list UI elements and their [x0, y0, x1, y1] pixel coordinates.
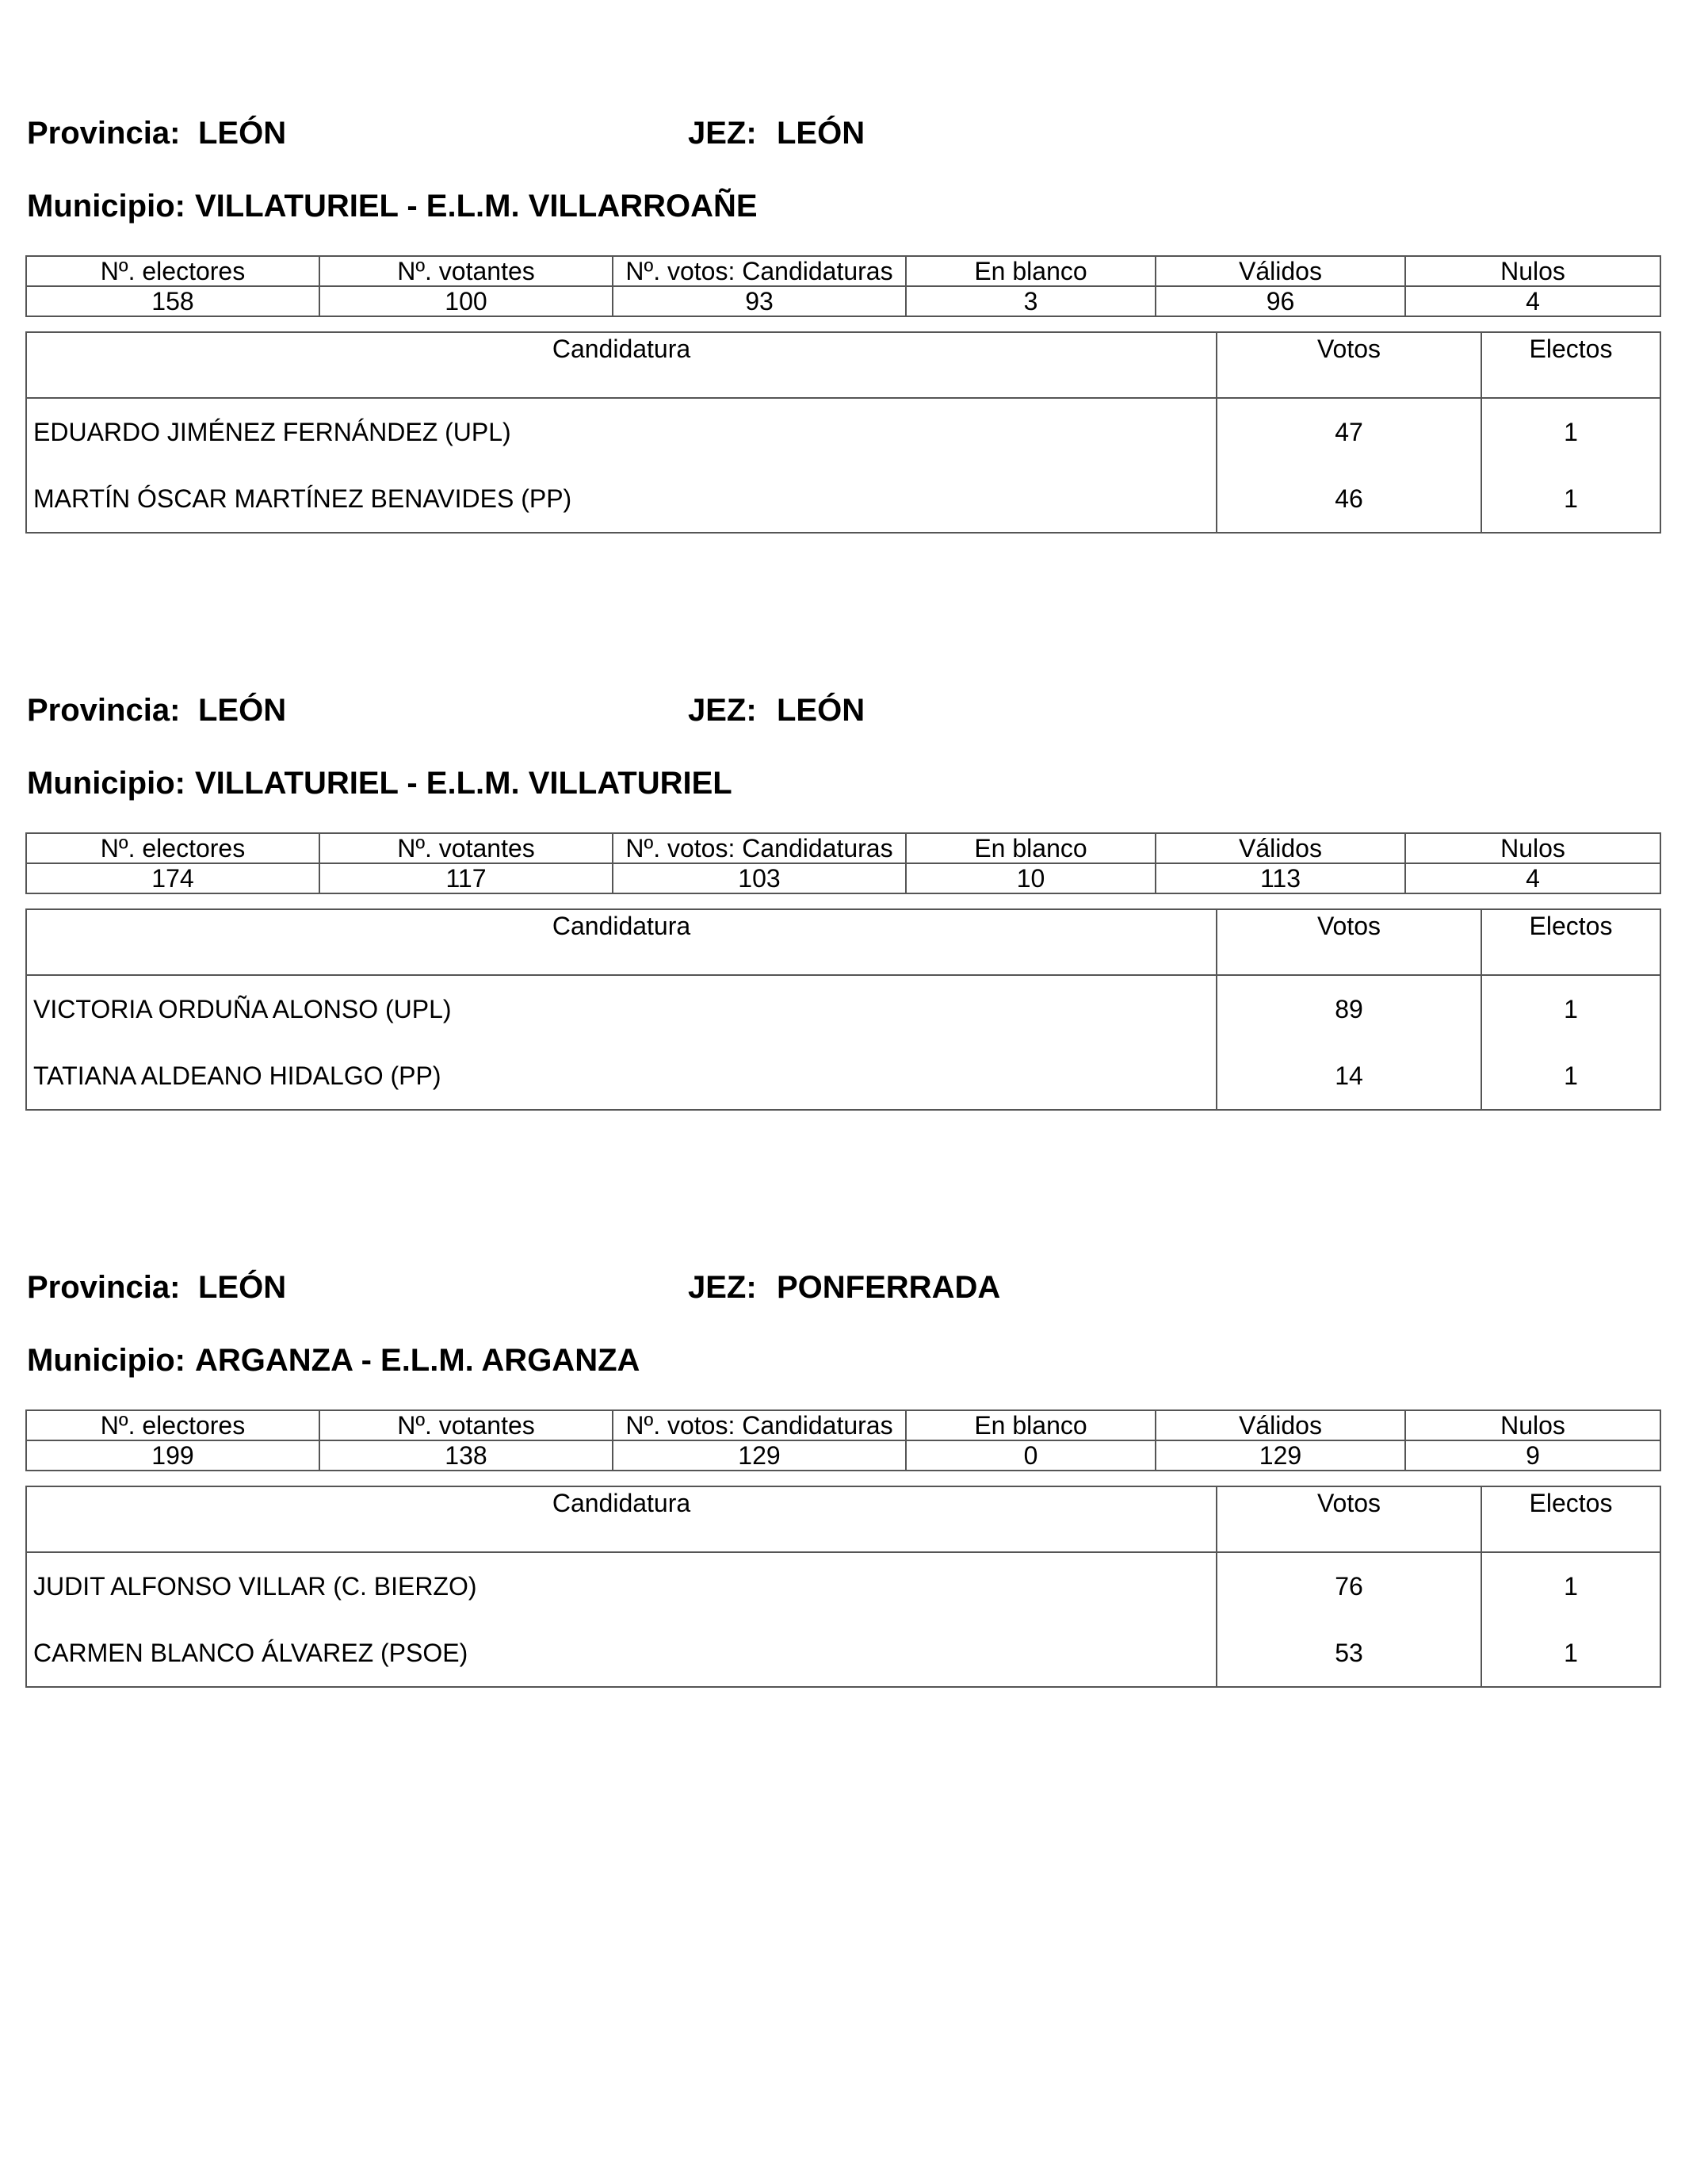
provincia-label: Provincia: [27, 693, 181, 728]
candidate-name: TATIANA ALDEANO HIDALGO (PP) [26, 1042, 1217, 1110]
candidates-table [25, 908, 1661, 1111]
municipio-label: Municipio: [27, 1343, 185, 1378]
stats-header-en-blanco: En blanco [906, 833, 1156, 863]
stats-header-electores: Nº. electores [26, 256, 319, 286]
results-section [25, 116, 1660, 513]
table-row [26, 1620, 1660, 1687]
section-header [25, 693, 1660, 740]
municipio-label: Municipio: [27, 766, 185, 801]
candidate-name: MARTÍN ÓSCAR MARTÍNEZ BENAVIDES (PP) [26, 465, 1217, 533]
stats-value-nulos: 4 [1405, 863, 1660, 893]
stats-header-votos-candidaturas: Nº. votos: Candidaturas [613, 256, 906, 286]
stats-value-validos: 96 [1156, 286, 1405, 316]
municipio-heading [27, 766, 732, 801]
candidatura-header: Candidatura [26, 332, 1217, 398]
stats-value-row [26, 1440, 1660, 1471]
votos-header: Votos [1217, 332, 1481, 398]
table-row [26, 975, 1660, 1042]
candidates-header-row [26, 1486, 1660, 1552]
stats-value-votantes: 138 [319, 1440, 613, 1471]
jez-label: JEZ: [688, 693, 757, 728]
stats-header-nulos: Nulos [1405, 256, 1660, 286]
stats-header-row [26, 256, 1660, 286]
jez-value: PONFERRADA [777, 1270, 1001, 1305]
stats-header-votantes: Nº. votantes [319, 256, 613, 286]
jez-value: LEÓN [777, 693, 865, 728]
provincia-value: LEÓN [198, 693, 287, 728]
stats-value-electores: 158 [26, 286, 319, 316]
table-row [26, 465, 1660, 533]
candidate-votos: 89 [1217, 975, 1481, 1042]
candidates-header-row [26, 909, 1660, 975]
provincia-label: Provincia: [27, 116, 181, 151]
stats-header-nulos: Nulos [1405, 833, 1660, 863]
table-row [26, 398, 1660, 465]
provincia-label: Provincia: [27, 1270, 181, 1305]
stats-header-votos-candidaturas: Nº. votos: Candidaturas [613, 833, 906, 863]
stats-header-row [26, 1410, 1660, 1440]
municipio-value: VILLATURIEL - E.L.M. VILLATURIEL [194, 766, 732, 801]
stats-header-votos-candidaturas: Nº. votos: Candidaturas [613, 1410, 906, 1440]
electos-header: Electos [1481, 909, 1660, 975]
jez-label: JEZ: [688, 116, 757, 151]
candidate-votos: 46 [1217, 465, 1481, 533]
candidate-electos: 1 [1481, 1620, 1660, 1687]
candidates-table [25, 1486, 1661, 1688]
stats-header-validos: Válidos [1156, 256, 1405, 286]
stats-value-votos-candidaturas: 103 [613, 863, 906, 893]
candidate-name: CARMEN BLANCO ÁLVAREZ (PSOE) [26, 1620, 1217, 1687]
candidate-electos: 1 [1481, 398, 1660, 465]
results-section [25, 1270, 1660, 1667]
candidate-electos: 1 [1481, 1552, 1660, 1620]
candidate-votos: 53 [1217, 1620, 1481, 1687]
candidate-votos: 76 [1217, 1552, 1481, 1620]
electos-header: Electos [1481, 1486, 1660, 1552]
stats-table [25, 832, 1661, 894]
stats-value-en-blanco: 3 [906, 286, 1156, 316]
candidate-name: EDUARDO JIMÉNEZ FERNÁNDEZ (UPL) [26, 398, 1217, 465]
municipio-heading [27, 1343, 640, 1379]
stats-header-en-blanco: En blanco [906, 1410, 1156, 1440]
stats-value-row [26, 286, 1660, 316]
candidates-table [25, 331, 1661, 534]
results-section [25, 693, 1660, 1090]
stats-header-votantes: Nº. votantes [319, 1410, 613, 1440]
stats-header-row [26, 833, 1660, 863]
stats-value-nulos: 4 [1405, 286, 1660, 316]
stats-value-electores: 199 [26, 1440, 319, 1471]
stats-table [25, 1409, 1661, 1471]
electos-header: Electos [1481, 332, 1660, 398]
stats-value-nulos: 9 [1405, 1440, 1660, 1471]
municipio-value: ARGANZA - E.L.M. ARGANZA [194, 1343, 640, 1378]
section-header [25, 116, 1660, 163]
stats-header-validos: Válidos [1156, 1410, 1405, 1440]
stats-header-validos: Válidos [1156, 833, 1405, 863]
jez-label: JEZ: [688, 1270, 757, 1305]
municipio-heading [27, 189, 758, 224]
municipio-label: Municipio: [27, 189, 185, 224]
candidate-name: VICTORIA ORDUÑA ALONSO (UPL) [26, 975, 1217, 1042]
candidates-header-row [26, 332, 1660, 398]
stats-header-votantes: Nº. votantes [319, 833, 613, 863]
stats-header-electores: Nº. electores [26, 1410, 319, 1440]
votos-header: Votos [1217, 1486, 1481, 1552]
candidate-votos: 47 [1217, 398, 1481, 465]
table-row [26, 1552, 1660, 1620]
stats-value-validos: 129 [1156, 1440, 1405, 1471]
candidate-electos: 1 [1481, 975, 1660, 1042]
stats-value-votantes: 117 [319, 863, 613, 893]
provincia-value: LEÓN [198, 1270, 287, 1305]
stats-value-en-blanco: 10 [906, 863, 1156, 893]
stats-header-en-blanco: En blanco [906, 256, 1156, 286]
stats-value-votos-candidaturas: 129 [613, 1440, 906, 1471]
candidate-electos: 1 [1481, 465, 1660, 533]
section-header [25, 1270, 1660, 1318]
stats-value-votantes: 100 [319, 286, 613, 316]
stats-header-nulos: Nulos [1405, 1410, 1660, 1440]
stats-table [25, 255, 1661, 317]
municipio-value: VILLATURIEL - E.L.M. VILLARROAÑE [194, 189, 758, 224]
candidatura-header: Candidatura [26, 1486, 1217, 1552]
jez-value: LEÓN [777, 116, 865, 151]
table-row [26, 1042, 1660, 1110]
stats-value-electores: 174 [26, 863, 319, 893]
provincia-value: LEÓN [198, 116, 287, 151]
candidate-electos: 1 [1481, 1042, 1660, 1110]
stats-header-electores: Nº. electores [26, 833, 319, 863]
stats-value-votos-candidaturas: 93 [613, 286, 906, 316]
candidatura-header: Candidatura [26, 909, 1217, 975]
stats-value-en-blanco: 0 [906, 1440, 1156, 1471]
stats-value-row [26, 863, 1660, 893]
stats-value-validos: 113 [1156, 863, 1405, 893]
candidate-name: JUDIT ALFONSO VILLAR (C. BIERZO) [26, 1552, 1217, 1620]
candidate-votos: 14 [1217, 1042, 1481, 1110]
votos-header: Votos [1217, 909, 1481, 975]
